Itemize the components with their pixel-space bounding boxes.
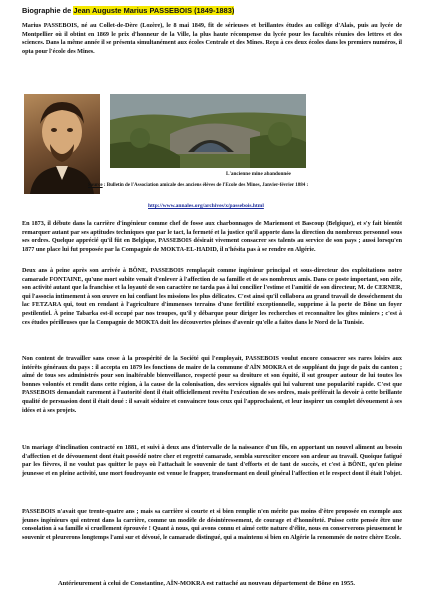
intro-paragraph: Marius PASSEBOIS, né au Collet-de-Dère (Lozère), le 8 mai 1849, fit de sérieuses et brillantes études au collège d'Alais, puis au lycée de Montpellier où il obtint en 1869 le prix d'honneur de la Ville, la plus haute récompense du lycée pour les facultés réunies des lettres et des sciences. Dans la même année il se présenta simultanément aux écoles Centrale et des Mines. Reçu à ces deux écoles dans les premiers numéros, il opta pour l'école des Mines. [22,23,402,55]
footer-note: Antérieurement à celui de Constantine, AÏN-MOKRA est rattaché au nouveau département de Bône en 1955. [58,580,356,587]
paragraph-marriage: Un mariage d'inclination contracté en 1881, et suivi à deux ans d'intervalle de la naissance d'un fils, en apportant un nouvel aliment au besoin d'affection et de dévouement dont était possédé notre cher et regretté camarade, sembla surexciter encore son ardeur au travail. Quoique fatigué par les fièvres, il ne voulut pas quitter le pays où l'attachait le souvenir de tant d'efforts et de tant de succès, et c'est à BÔNE, qu'en pleine jeunesse et en pleine activité, une mort foudroyante est venue le frapper, transformant en deuil général l'affection et le respect dont il était l'objet. [22,445,402,477]
paragraph-bone: Deux ans à peine après son arrivée à BÔNE, PASSEBOIS remplaçait comme ingénieur principal et sous-directeur des exploitations notre camarade FONTAINE, qu'une mort subite venait d'enlever à l'affection de sa famille et de ses nombreux amis. Dans ce poste important, son zèle, son activité autant que la franchise et la loyauté de son caractère ne tarda pas à lui concilier l'estime et l'amitié de son directeur, M. de CERNER, qui l'associa intimement à son œuvre en lui confiant les missions les plus délicates. C'est ainsi qu'il collabora au grand travail de desséchement du lac FETZARA qui, tout en rendant à l'agriculture d'immenses terrains d'une fertilité exceptionnelle, supprime à la porte de Bône un foyer pestilentiel. À peine Tabarka est-il occupé par nos troupes, qu'il y débarque pour diriger les recherches et reconnaître les gîtes miniers ; c'est à ces études périlleuses que la Compagnie de MOKTA doit les découvertes pleines d'avenir qu'elle a faites dans le Nord de la Tunisie. [22,268,402,326]
portrait-photo [24,94,100,194]
paragraph-ain-mokra: Non content de travailler sans cesse à la prospérité de la Société qui l'employait, PASSEBOIS voulut encore consacrer ses rares loisirs aux intérêts généraux du pays : il accepta en 1879 les fonctions de maire de la commune d'AÏN MOKRA et de suppléant du juge de paix du canton ; aimé de tous ses administrés pour son inaltérable bienveillance, respecté pour sa droiture et son équité, il sut grouper autour de lui toutes les bonnes volontés et rendit dans cette région, à la cause de la colonisation, des services signalés qui lui valurent une popularité rapide. C'est que PASSEBOIS demandait rarement à l'autorité dont il était officiellement revêtu l'exécution de ses ordres, mais préférait la devoir à cette brillante qualité de persuasion dont il était doué : il savait séduire et convaincre tous ceux qui l'approchaient, et leur inspirer un complet dévouement à ses idées et à ses projets. [22,356,402,414]
source-label: Source [88,183,103,188]
title-label: Biographie de [22,6,72,15]
title-name-highlight: Jean Auguste Marius PASSEBOIS (1849-1883) [73,6,235,15]
page-title [22,6,234,15]
source-text: : Bulletin de l'Association amicale des anciens élèves de l'Ecole des Mines, Janvier-février 1884 : [103,183,309,188]
paragraph-legacy: PASSEBOIS n'avait que trente-quatre ans ; mais sa carrière si courte et si bien remplie n'en mérite pas moins d'être proposée en exemple aux jeunes ingénieurs qui entrent dans la carrière, comme un modèle de désintéressement, de courage et d'honnêteté. Puisse cette pensée être une consolation à sa famille si cruellement éprouvée ! Quant à nous, qui avons connu et aimé cette nature d'élite, nous en conserverons pieusement le souvenir et pleurerons longtemps l'ami sur et dévoué, le camarade distingué, qui a maintenu si bien en Algérie la renommée de notre chère Ecole. [22,509,402,541]
mine-photo [110,94,306,168]
paragraph-career-belgium: En 1873, il débute dans la carrière d'ingénieur comme chef de fosse aux charbonnages de Mariemont et Bascoup (Belgique), et s'y fait bientôt remarquer autant par ses aptitudes techniques que par le tact, la fermeté et la justice qu'il apporte dans la direction du nombreux personnel sous ses ordres. Quelque apprécié qu'il fût en Belgique, PASSEBOIS désirait vivement consacrer ses talents au service de son pays ; aussi lorsqu'en 1877 une place lui fut proposée par la Compagnie de MOKTA-EL-HADID, il n'hésita pas à se rendre en Algérie. [22,221,402,253]
source-line [88,183,308,188]
photo-caption: L'ancienne mine abandonnée [226,171,291,177]
source-link[interactable]: http://www.annales.org/archives/x/passebois.html [148,203,264,209]
